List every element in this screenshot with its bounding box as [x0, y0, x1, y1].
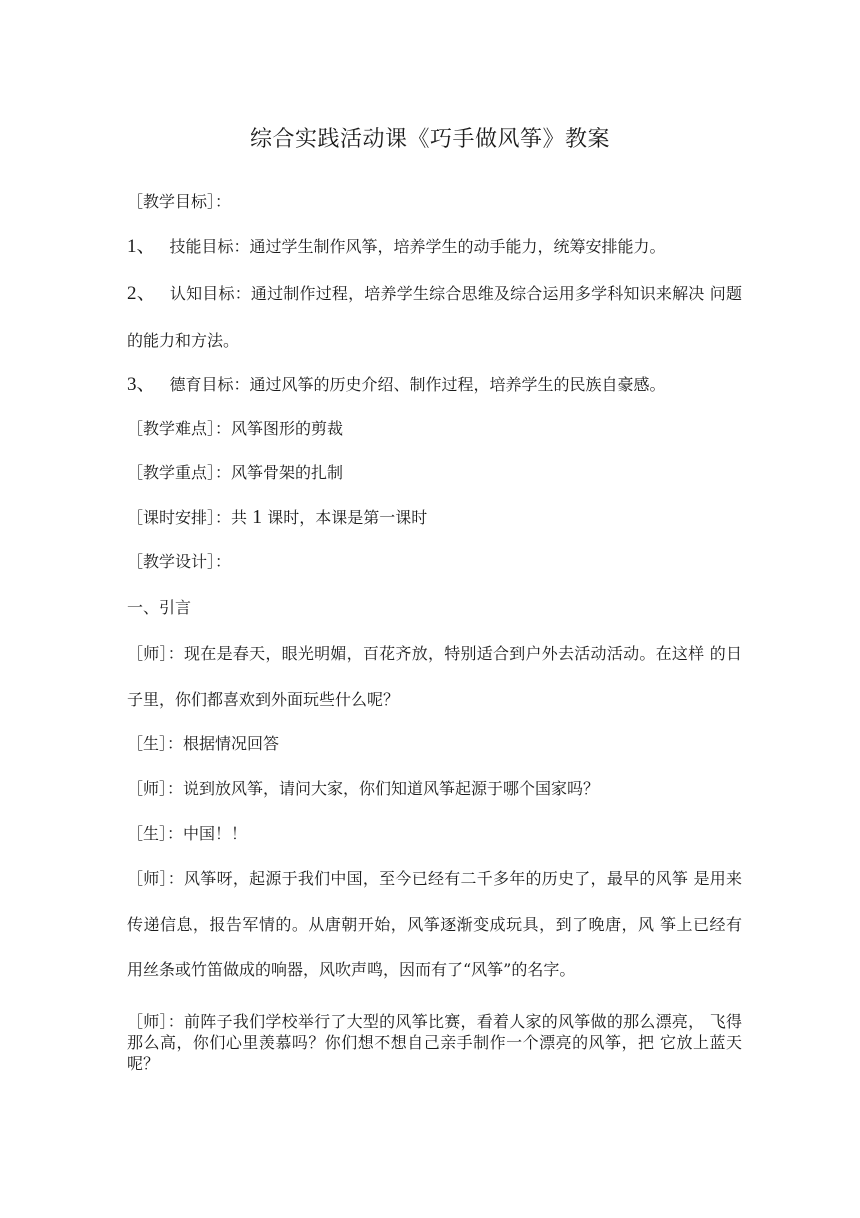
- objective-3-text: 德育目标：通过风筝的历史介绍、制作过程，培养学生的民族自豪感。: [169, 375, 666, 394]
- objective-3-number: 3、: [127, 374, 156, 395]
- student-line-2: ［生］：中国！！: [127, 824, 248, 843]
- teacher-line-1b: 子里，你们都喜欢到外面玩些什么呢？: [127, 690, 400, 709]
- objective-1: [127, 236, 747, 258]
- schedule-count: 1: [252, 506, 263, 528]
- design-header: ［教学设计］：: [127, 552, 232, 571]
- teacher-line-3c: 用丝条或竹笛做成的响器，风吹声鸣，因而有了“风筝”的名字。: [127, 960, 576, 979]
- teacher-paragraph-4: ［师］：前阵子我们学校举行了大型的风筝比赛，看着人家的风筝做的那么漂亮， 飞得那么高，你们心里羡慕吗？你们想不想自己亲手制作一个漂亮的风筝，把 它放上蓝天呢？: [127, 1012, 742, 1073]
- student-line-1: ［生］：根据情况回答: [127, 734, 280, 753]
- objectives-header: ［教学目标］：: [127, 192, 232, 211]
- objective-2-number: 2、: [127, 283, 156, 304]
- objective-3: [127, 374, 747, 396]
- section-introduction: 一、引言: [127, 598, 192, 617]
- schedule-prefix: ［课时安排］：共: [127, 508, 248, 527]
- schedule-suffix: 课时，本课是第一课时: [267, 508, 428, 527]
- teaching-keypoint: ［教学重点］：风筝骨架的扎制: [127, 463, 344, 482]
- document-title: 综合实践活动课《巧手做风筝》教案: [249, 127, 610, 152]
- teaching-difficulty: ［教学难点］：风筝图形的剪裁: [127, 419, 344, 438]
- objective-2-text: 认知目标：通过制作过程，培养学生综合思维及综合运用多学科知识来解决 问题: [169, 284, 742, 303]
- teacher-line-3a: ［师］：风筝呀，起源于我们中国，至今已经有二千多年的历史了，最早的风筝 是用来: [127, 869, 742, 888]
- teacher-line-3b: 传递信息，报告军情的。从唐朝开始，风筝逐渐变成玩具，到了晚唐，风 筝上已经有: [127, 915, 742, 934]
- objective-1-text: 技能目标：通过学生制作风筝，培养学生的动手能力，统筹安排能力。: [169, 237, 666, 256]
- objective-2: [127, 283, 742, 305]
- lesson-schedule: [127, 506, 747, 529]
- objective-1-number: 1、: [127, 236, 156, 257]
- teacher-line-1a: ［师］：现在是春天，眼光明媚，百花齐放，特别适合到户外去活动活动。在这样 的日: [127, 644, 742, 663]
- objective-2-continued: 的能力和方法。: [127, 331, 240, 350]
- teacher-line-2: ［师］：说到放风筝，请问大家，你们知道风筝起源于哪个国家吗？: [127, 779, 600, 798]
